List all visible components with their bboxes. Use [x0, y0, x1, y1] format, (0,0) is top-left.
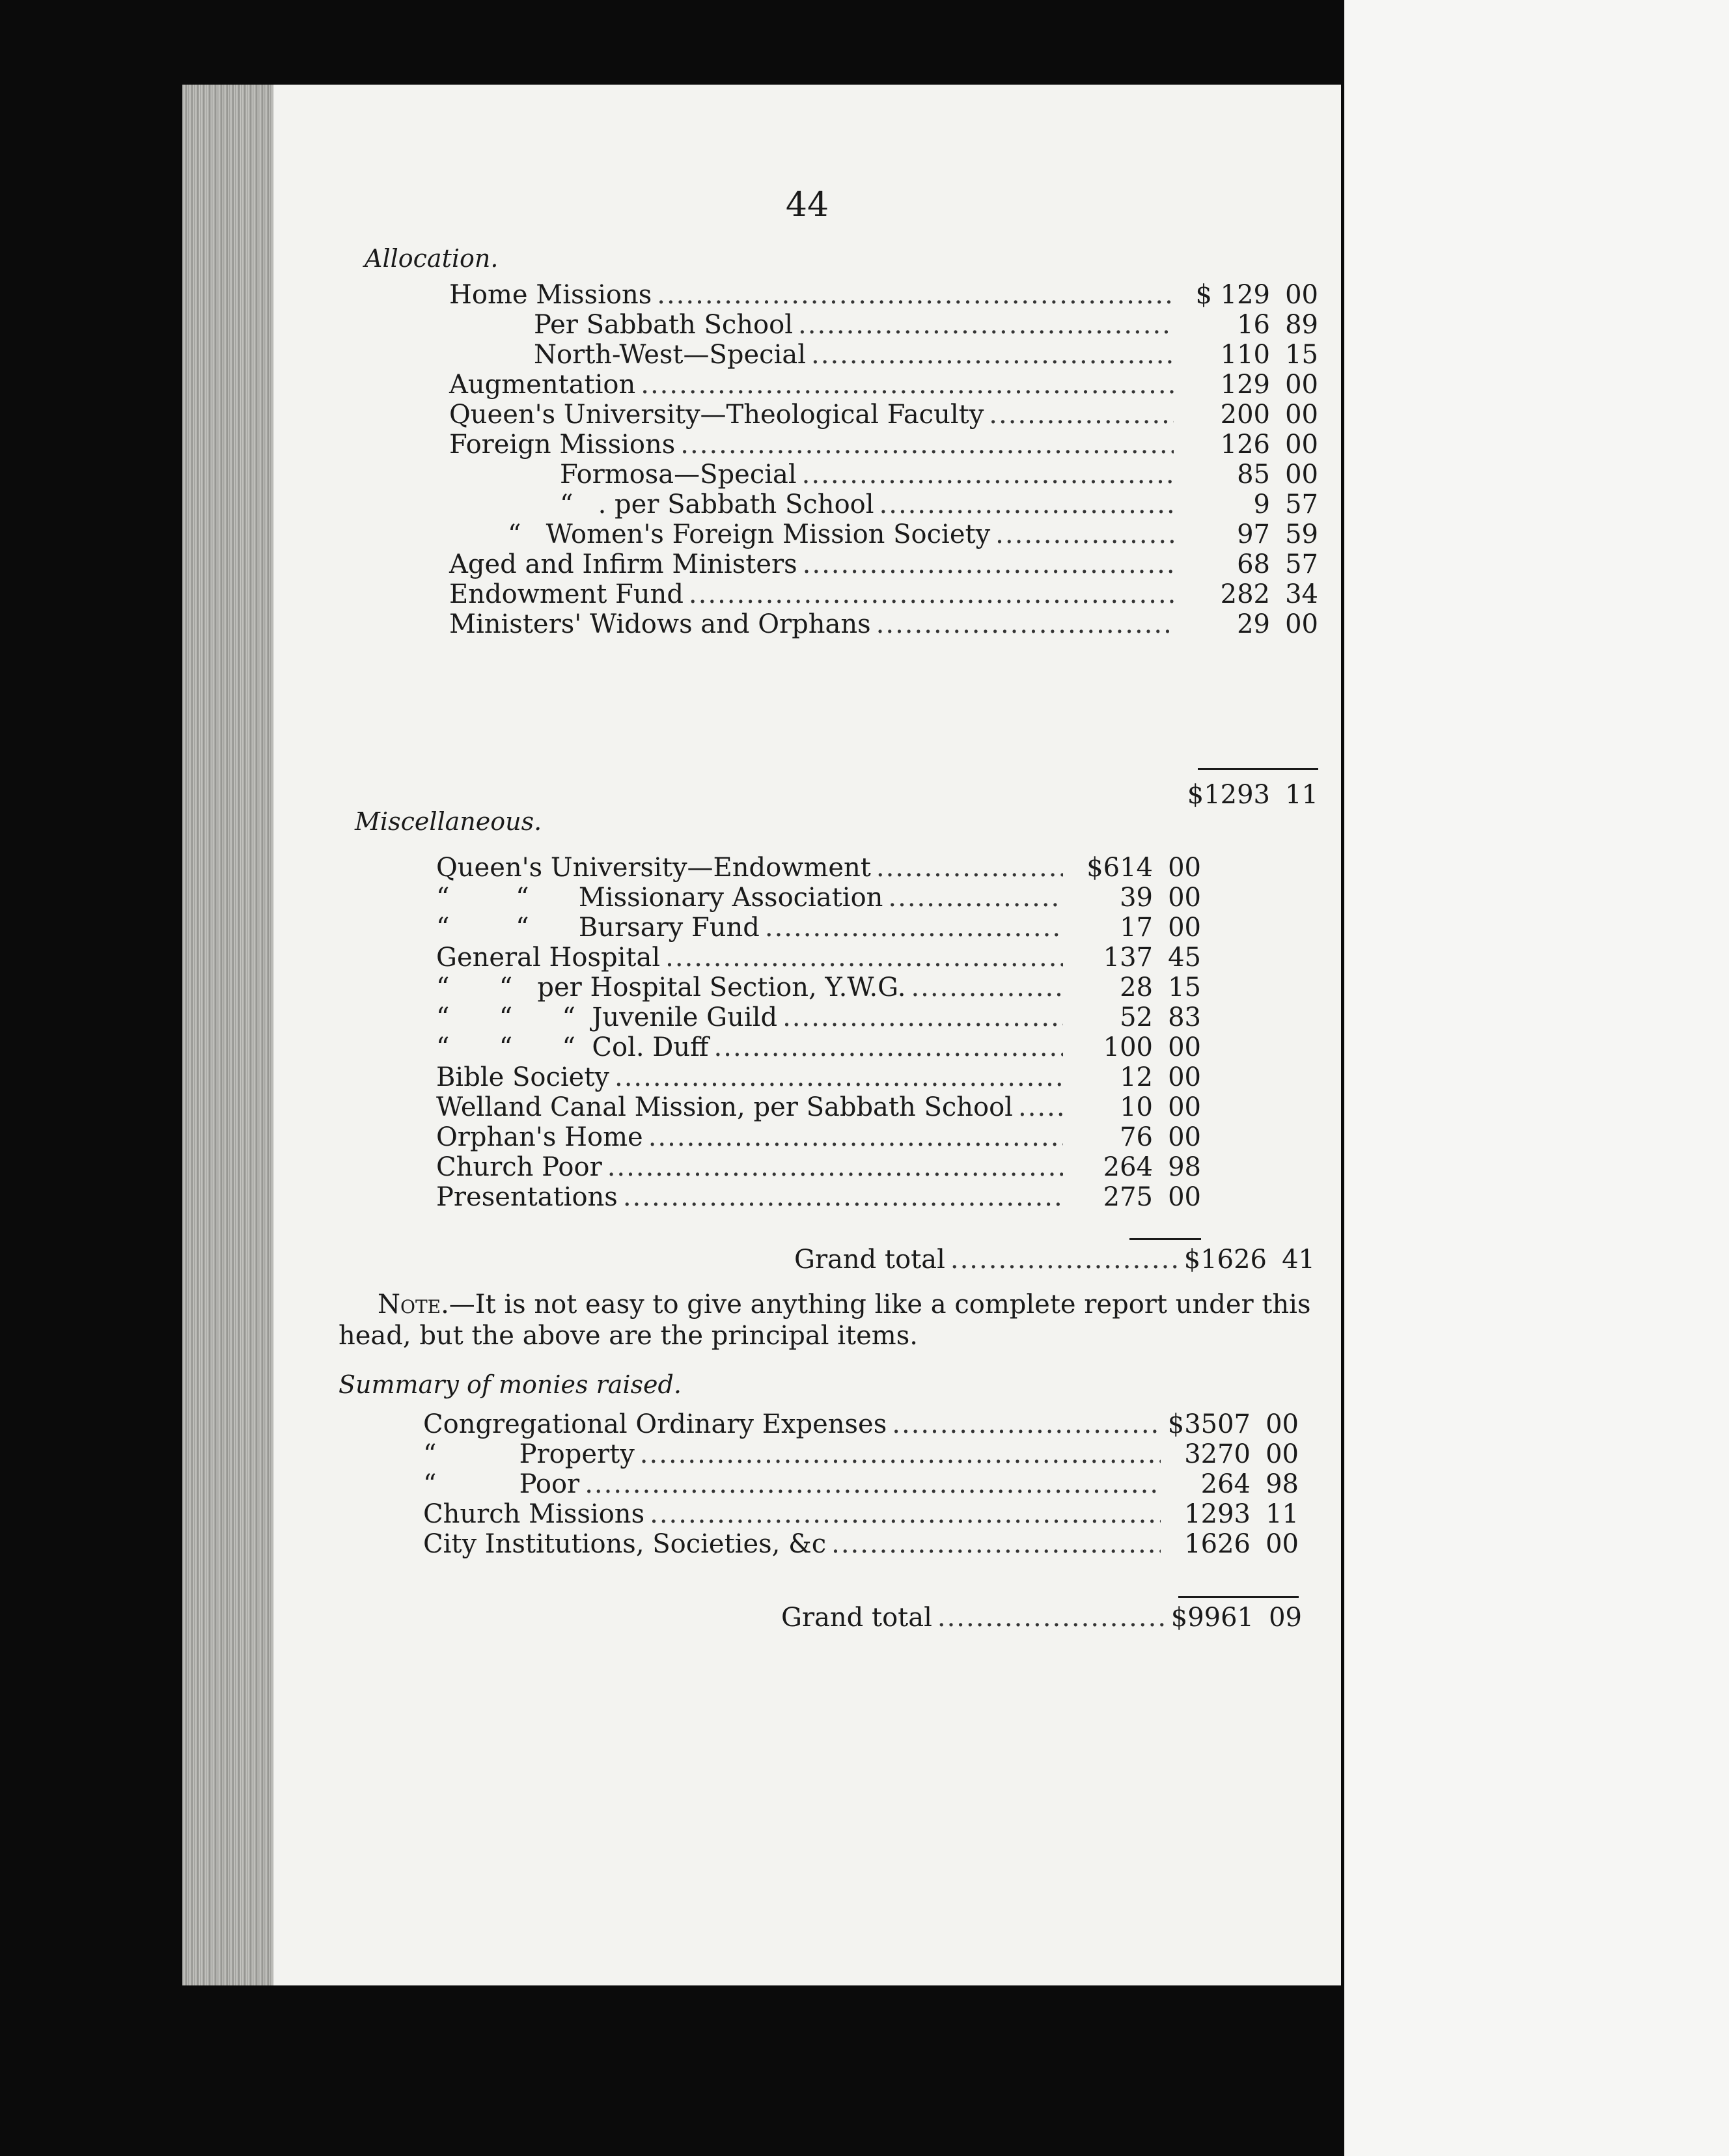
leader-dots [585, 1469, 1161, 1499]
allocation-row-label: Augmentation [449, 370, 636, 400]
allocation-row [449, 549, 1318, 579]
summary-row-dollars: $3507 [1167, 1409, 1251, 1439]
miscellaneous-row-label: Orphan's Home [436, 1122, 643, 1152]
allocation-row-dollars: 200 [1220, 400, 1270, 430]
miscellaneous-row [436, 973, 1201, 1002]
miscellaneous-row-label: Presentations [436, 1182, 618, 1212]
allocation-row-cents: 00 [1285, 280, 1318, 310]
summary-grand-total [781, 1603, 1302, 1633]
allocation-row-cents: 00 [1285, 430, 1318, 460]
allocation-row [560, 460, 1318, 490]
leader-dots [892, 1409, 1161, 1439]
allocation-total-dollars: $1293 [1187, 780, 1270, 810]
book-page [273, 85, 1341, 1985]
miscellaneous-row-cents: 00 [1168, 1182, 1201, 1212]
leader-dots [640, 1439, 1161, 1469]
miscellaneous-row-dollars: 264 [1103, 1152, 1153, 1182]
miscellaneous-row-label: Welland Canal Mission, per Sabbath School [436, 1092, 1013, 1122]
leader-dots [641, 370, 1174, 400]
leader-dots [911, 973, 1063, 1002]
summary-grand-total-label: Grand total [781, 1603, 932, 1633]
miscellaneous-row-dollars: 137 [1103, 943, 1153, 973]
miscellaneous-rule [1129, 1238, 1201, 1240]
miscellaneous-row-cents: 00 [1168, 913, 1201, 943]
summary-row-cents: 00 [1266, 1529, 1299, 1559]
summary-row-dollars: 1626 [1184, 1529, 1251, 1559]
miscellaneous-grand-total [794, 1245, 1315, 1275]
allocation-row-dollars: 85 [1237, 460, 1270, 490]
allocation-row-dollars: 110 [1220, 340, 1270, 370]
miscellaneous-row-dollars: 28 [1120, 973, 1153, 1002]
miscellaneous-row [436, 1002, 1201, 1032]
allocation-title: Allocation. [365, 244, 499, 273]
miscellaneous-row-cents: 00 [1168, 853, 1201, 883]
miscellaneous-row-dollars: 17 [1120, 913, 1153, 943]
miscellaneous-row-label: General Hospital [436, 943, 661, 973]
miscellaneous-row-cents: 98 [1168, 1152, 1201, 1182]
miscellaneous-row-dollars: 76 [1120, 1122, 1153, 1152]
allocation-row-dollars: $ 129 [1195, 280, 1270, 310]
allocation-row [534, 310, 1318, 340]
miscellaneous-row [436, 853, 1201, 883]
allocation-row [449, 609, 1318, 639]
allocation-row-label: Foreign Missions [449, 430, 676, 460]
allocation-row-dollars: 97 [1237, 519, 1270, 549]
allocation-row-cents: 15 [1285, 340, 1318, 370]
allocation-total [1185, 780, 1318, 810]
miscellaneous-row [436, 1182, 1201, 1212]
allocation-row-label: Per Sabbath School [534, 310, 794, 340]
miscellaneous-row-dollars: 275 [1103, 1182, 1153, 1212]
miscellaneous-row [436, 1062, 1201, 1092]
miscellaneous-row [436, 1122, 1201, 1152]
leader-dots [798, 310, 1174, 340]
leader-dots [831, 1529, 1161, 1559]
allocation-row [449, 579, 1318, 609]
allocation-row-dollars: 68 [1237, 549, 1270, 579]
summary-row-label: Congregational Ordinary Expenses [423, 1409, 887, 1439]
allocation-total-rule [1198, 768, 1318, 770]
allocation-row-cents: 57 [1285, 549, 1318, 579]
miscellaneous-row-cents: 45 [1168, 943, 1201, 973]
allocation-row-label: “ . per Sabbath School [560, 490, 874, 519]
summary-row-cents: 98 [1266, 1469, 1299, 1499]
summary-grand-total-dollars: $9961 [1170, 1603, 1254, 1633]
allocation-row-dollars: 16 [1237, 310, 1270, 340]
summary-rule [1178, 1596, 1299, 1598]
miscellaneous-row [436, 1092, 1201, 1122]
allocation-row-cents: 59 [1285, 519, 1318, 549]
miscellaneous-row-label: Bible Society [436, 1062, 609, 1092]
note-paragraph [339, 1289, 1315, 1351]
allocation-row [449, 400, 1318, 430]
leader-dots [876, 853, 1063, 883]
leader-dots [876, 609, 1174, 639]
note-text: —It is not easy to give anything like a complete report under this head, but the above are the principal items. [339, 1290, 1311, 1351]
summary-grand-total-cents: 09 [1269, 1603, 1302, 1633]
allocation-row-label: Formosa—Special [560, 460, 797, 490]
summary-row-label: “ Property [423, 1439, 635, 1469]
allocation-row-label: Aged and Infirm Ministers [449, 549, 797, 579]
summary-row [423, 1409, 1299, 1439]
summary-row [423, 1439, 1299, 1469]
allocation-row [449, 370, 1318, 400]
leader-dots [657, 280, 1174, 310]
leader-dots [714, 1032, 1063, 1062]
leader-dots [782, 1002, 1063, 1032]
leader-dots [802, 460, 1174, 490]
miscellaneous-row-cents: 83 [1168, 1002, 1201, 1032]
leader-dots [648, 1122, 1063, 1152]
allocation-total-cents: 11 [1285, 780, 1318, 810]
miscellaneous-row-dollars: 100 [1103, 1032, 1153, 1062]
allocation-row-cents: 57 [1285, 490, 1318, 519]
miscellaneous-grand-total-label: Grand total [794, 1245, 945, 1275]
allocation-row [560, 490, 1318, 519]
miscellaneous-row-label: “ “ “ Col. Duff [436, 1032, 709, 1062]
allocation-row-label: North-West—Special [534, 340, 807, 370]
miscellaneous-row-cents: 15 [1168, 973, 1201, 1002]
allocation-row [508, 519, 1318, 549]
allocation-row-label: Queen's University—Theological Faculty [449, 400, 984, 430]
allocation-row [449, 430, 1318, 460]
miscellaneous-row-dollars: 39 [1120, 883, 1153, 913]
scan-background-right [1344, 0, 1729, 2156]
miscellaneous-title: Miscellaneous. [355, 807, 542, 836]
leader-dots [888, 883, 1063, 913]
summary-row-cents: 00 [1266, 1439, 1299, 1469]
miscellaneous-row-cents: 00 [1168, 1092, 1201, 1122]
miscellaneous-row-label: “ “ Bursary Fund [436, 913, 760, 943]
summary-row-cents: 11 [1266, 1499, 1299, 1529]
miscellaneous-grand-total-cents: 41 [1282, 1245, 1315, 1275]
summary-row-dollars: 1293 [1184, 1499, 1251, 1529]
miscellaneous-row-cents: 00 [1168, 1122, 1201, 1152]
page-number: 44 [785, 186, 829, 225]
miscellaneous-row-cents: 00 [1168, 883, 1201, 913]
summary-row-label: “ Poor [423, 1469, 580, 1499]
allocation-row-cents: 00 [1285, 400, 1318, 430]
leader-dots [665, 943, 1063, 973]
miscellaneous-row [436, 883, 1201, 913]
allocation-row-dollars: 282 [1220, 579, 1270, 609]
leader-dots [879, 490, 1174, 519]
allocation-row-cents: 00 [1285, 609, 1318, 639]
leader-dots [623, 1182, 1063, 1212]
miscellaneous-row-cents: 00 [1168, 1062, 1201, 1092]
miscellaneous-row-dollars: 10 [1120, 1092, 1153, 1122]
summary-row-dollars: 264 [1200, 1469, 1251, 1499]
miscellaneous-row-dollars: $614 [1086, 853, 1153, 883]
miscellaneous-row-label: “ “ Missionary Association [436, 883, 883, 913]
leader-dots [937, 1603, 1166, 1633]
allocation-row-dollars: 29 [1237, 609, 1270, 639]
summary-row-label: City Institutions, Societies, &c [423, 1529, 827, 1559]
allocation-row [449, 280, 1318, 310]
miscellaneous-row [436, 1152, 1201, 1182]
summary-row [423, 1469, 1299, 1499]
miscellaneous-row [436, 1032, 1201, 1062]
allocation-row-cents: 34 [1285, 579, 1318, 609]
leader-dots [680, 430, 1174, 460]
allocation-row-label: Endowment Fund [449, 579, 684, 609]
summary-row-label: Church Missions [423, 1499, 645, 1529]
miscellaneous-row [436, 943, 1201, 973]
leader-dots [989, 400, 1174, 430]
miscellaneous-row-label: Church Poor [436, 1152, 602, 1182]
leader-dots [803, 549, 1174, 579]
miscellaneous-row-cents: 00 [1168, 1032, 1201, 1062]
miscellaneous-row-label: Queen's University—Endowment [436, 853, 871, 883]
summary-title: Summary of monies raised. [339, 1370, 682, 1399]
summary-row-cents: 00 [1266, 1409, 1299, 1439]
leader-dots [1018, 1092, 1063, 1122]
leader-dots [689, 579, 1174, 609]
leader-dots [765, 913, 1063, 943]
allocation-row-dollars: 129 [1220, 370, 1270, 400]
allocation-row-label: Home Missions [449, 280, 652, 310]
leader-dots [995, 519, 1174, 549]
miscellaneous-row-dollars: 52 [1120, 1002, 1153, 1032]
allocation-row-dollars: 126 [1220, 430, 1270, 460]
miscellaneous-row-label: “ “ “ Juvenile Guild [436, 1002, 778, 1032]
allocation-row-label: “ Women's Foreign Mission Society [508, 519, 991, 549]
summary-row [423, 1529, 1299, 1559]
leader-dots [950, 1245, 1179, 1275]
allocation-row-dollars: 9 [1253, 490, 1270, 519]
allocation-row-label: Ministers' Widows and Orphans [449, 609, 871, 639]
miscellaneous-grand-total-dollars: $1626 [1183, 1245, 1267, 1275]
leader-dots [650, 1499, 1161, 1529]
note-lead: Note. [378, 1290, 449, 1320]
allocation-row-cents: 00 [1285, 370, 1318, 400]
miscellaneous-row [436, 913, 1201, 943]
leader-dots [607, 1152, 1063, 1182]
allocation-row-cents: 00 [1285, 460, 1318, 490]
leader-dots [811, 340, 1174, 370]
allocation-row-cents: 89 [1285, 310, 1318, 340]
summary-row-dollars: 3270 [1184, 1439, 1251, 1469]
allocation-row [534, 340, 1318, 370]
leader-dots [615, 1062, 1063, 1092]
miscellaneous-row-label: “ “ per Hospital Section, Y.W.G. [436, 973, 906, 1002]
summary-row [423, 1499, 1299, 1529]
miscellaneous-row-dollars: 12 [1120, 1062, 1153, 1092]
